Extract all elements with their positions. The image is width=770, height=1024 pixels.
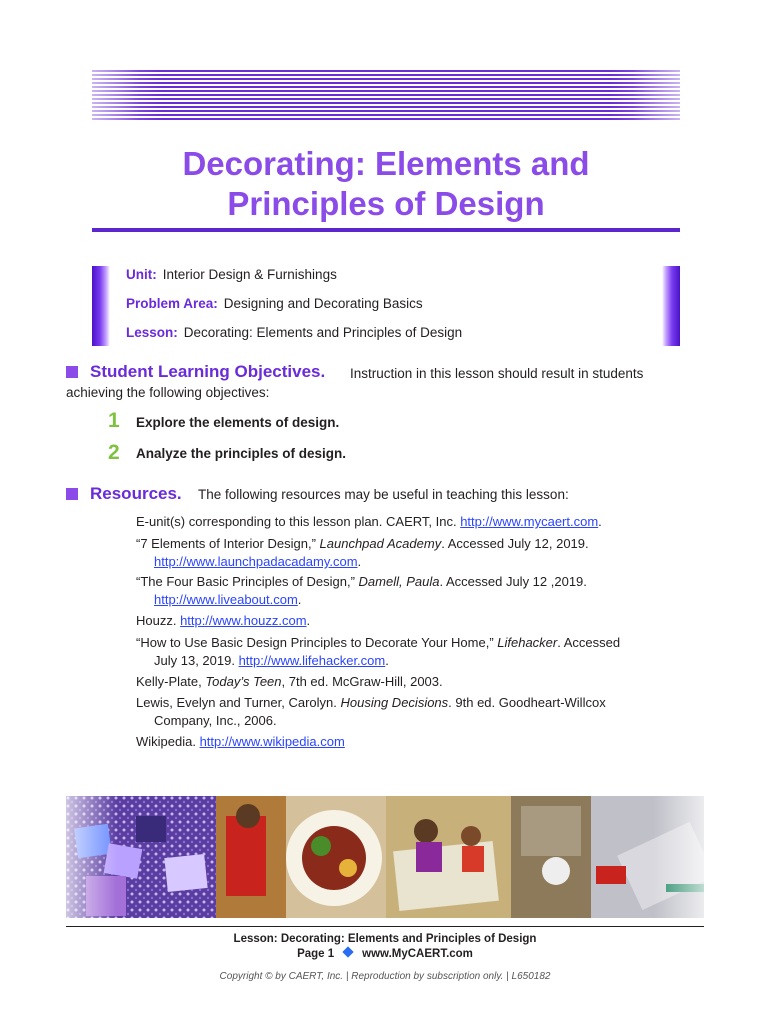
title-divider bbox=[92, 228, 680, 232]
objective-text: Explore the elements of design. bbox=[136, 415, 340, 430]
copyright-notice: Copyright © by CAERT, Inc. | Reproduction by subscription only. | L650182 bbox=[219, 971, 551, 982]
resource-source: Lifehacker bbox=[497, 635, 558, 650]
collage-illustration bbox=[66, 796, 704, 918]
objectives-bullet-square bbox=[66, 366, 78, 378]
resource-text: Wikipedia. bbox=[136, 734, 200, 749]
resource-link[interactable]: http://www.houzz.com bbox=[180, 613, 307, 628]
resource-item bbox=[136, 694, 636, 730]
resource-text: , 7th ed. McGraw-Hill, 2003. bbox=[281, 674, 443, 689]
resource-item bbox=[136, 673, 636, 691]
resource-source: Today’s Teen bbox=[205, 674, 282, 689]
title-line-1: Decorating: Elements and bbox=[182, 145, 590, 182]
meta-problem-area bbox=[126, 295, 423, 313]
footer-website: www.MyCAERT.com bbox=[362, 948, 473, 960]
resource-item bbox=[136, 612, 636, 630]
resource-text: . bbox=[598, 514, 602, 529]
resource-text: Company, Inc., 2006. bbox=[154, 713, 277, 728]
resource-text: Houzz. bbox=[136, 613, 181, 628]
resource-text: . Accessed July 12, 2019. bbox=[441, 536, 589, 551]
diamond-icon bbox=[342, 946, 353, 957]
footer-divider bbox=[66, 926, 704, 927]
resource-link[interactable]: http://www.liveabout.com bbox=[154, 592, 298, 607]
resource-link[interactable]: http://www.wikipedia.com bbox=[199, 734, 345, 749]
resource-text: E-unit(s) corresponding to this lesson plan. CAERT, Inc. bbox=[136, 514, 461, 529]
objective-text: Analyze the principles of design. bbox=[136, 446, 347, 461]
resource-link[interactable]: http://www.mycaert.com bbox=[460, 514, 599, 529]
resource-source: Housing Decisions bbox=[340, 695, 449, 710]
title-line-2: Principles of Design bbox=[227, 185, 545, 222]
lesson-value: Decorating: Elements and Principles of Design bbox=[183, 325, 463, 340]
meta-left-accent-bar bbox=[92, 266, 110, 346]
objective-number: 1 bbox=[108, 409, 120, 432]
unit-label: Unit: bbox=[126, 267, 157, 282]
objective-number: 2 bbox=[108, 441, 120, 464]
resource-source: Damell, Paula bbox=[358, 574, 440, 589]
objectives-heading: Student Learning Objectives. bbox=[90, 362, 326, 381]
resource-text: . Accessed July 12 ,2019. bbox=[439, 574, 587, 589]
resource-text: July 13, 2019. bbox=[154, 653, 239, 668]
objectives-intro-2: achieving the following objectives: bbox=[66, 385, 270, 400]
resource-item bbox=[136, 634, 636, 670]
page-title bbox=[92, 144, 680, 224]
resource-item bbox=[136, 513, 636, 531]
footer-lesson-title: Lesson: Decorating: Elements and Principles of Design bbox=[233, 933, 537, 945]
resource-text: “7 Elements of Interior Design,” bbox=[136, 536, 320, 551]
resource-text: . bbox=[306, 613, 311, 628]
resource-item bbox=[136, 535, 636, 571]
resource-text: . bbox=[385, 653, 389, 668]
resource-text: . bbox=[357, 554, 362, 569]
resource-text: . 9th ed. Goodheart-Willcox bbox=[448, 695, 606, 710]
resource-link[interactable]: http://www.launchpadacadamy.com bbox=[154, 554, 358, 569]
resource-text: . Accessed bbox=[557, 635, 621, 650]
resource-item bbox=[136, 733, 636, 751]
resource-text: “How to Use Basic Design Principles to Decorate Your Home,” bbox=[136, 635, 498, 650]
resources-bullet-square bbox=[66, 488, 78, 500]
meta-lesson bbox=[126, 324, 462, 342]
resource-text: Lewis, Evelyn and Turner, Carolyn. bbox=[136, 695, 341, 710]
footer-page-number: Page 1 bbox=[297, 948, 335, 960]
resources-intro: The following resources may be useful in teaching this lesson: bbox=[198, 487, 569, 502]
unit-value: Interior Design & Furnishings bbox=[162, 267, 337, 282]
footer-page-line bbox=[0, 947, 770, 962]
resource-text: Kelly-Plate, bbox=[136, 674, 206, 689]
objectives-intro-1: Instruction in this lesson should result in students bbox=[350, 366, 644, 381]
resource-text: . bbox=[297, 592, 302, 607]
resource-source: Launchpad Academy bbox=[319, 536, 442, 551]
lesson-label: Lesson: bbox=[126, 325, 178, 340]
meta-unit bbox=[126, 266, 337, 284]
problem-area-value: Designing and Decorating Basics bbox=[223, 296, 423, 311]
meta-right-accent-bar bbox=[662, 266, 680, 346]
problem-area-label: Problem Area: bbox=[126, 296, 218, 311]
resource-text: “The Four Basic Principles of Design,” bbox=[136, 574, 359, 589]
header-stripe-banner bbox=[92, 70, 680, 122]
resource-item bbox=[136, 573, 636, 609]
photo-collage bbox=[66, 796, 704, 918]
resource-link[interactable]: http://www.lifehacker.com bbox=[238, 653, 386, 668]
resources-heading: Resources. bbox=[90, 484, 182, 503]
